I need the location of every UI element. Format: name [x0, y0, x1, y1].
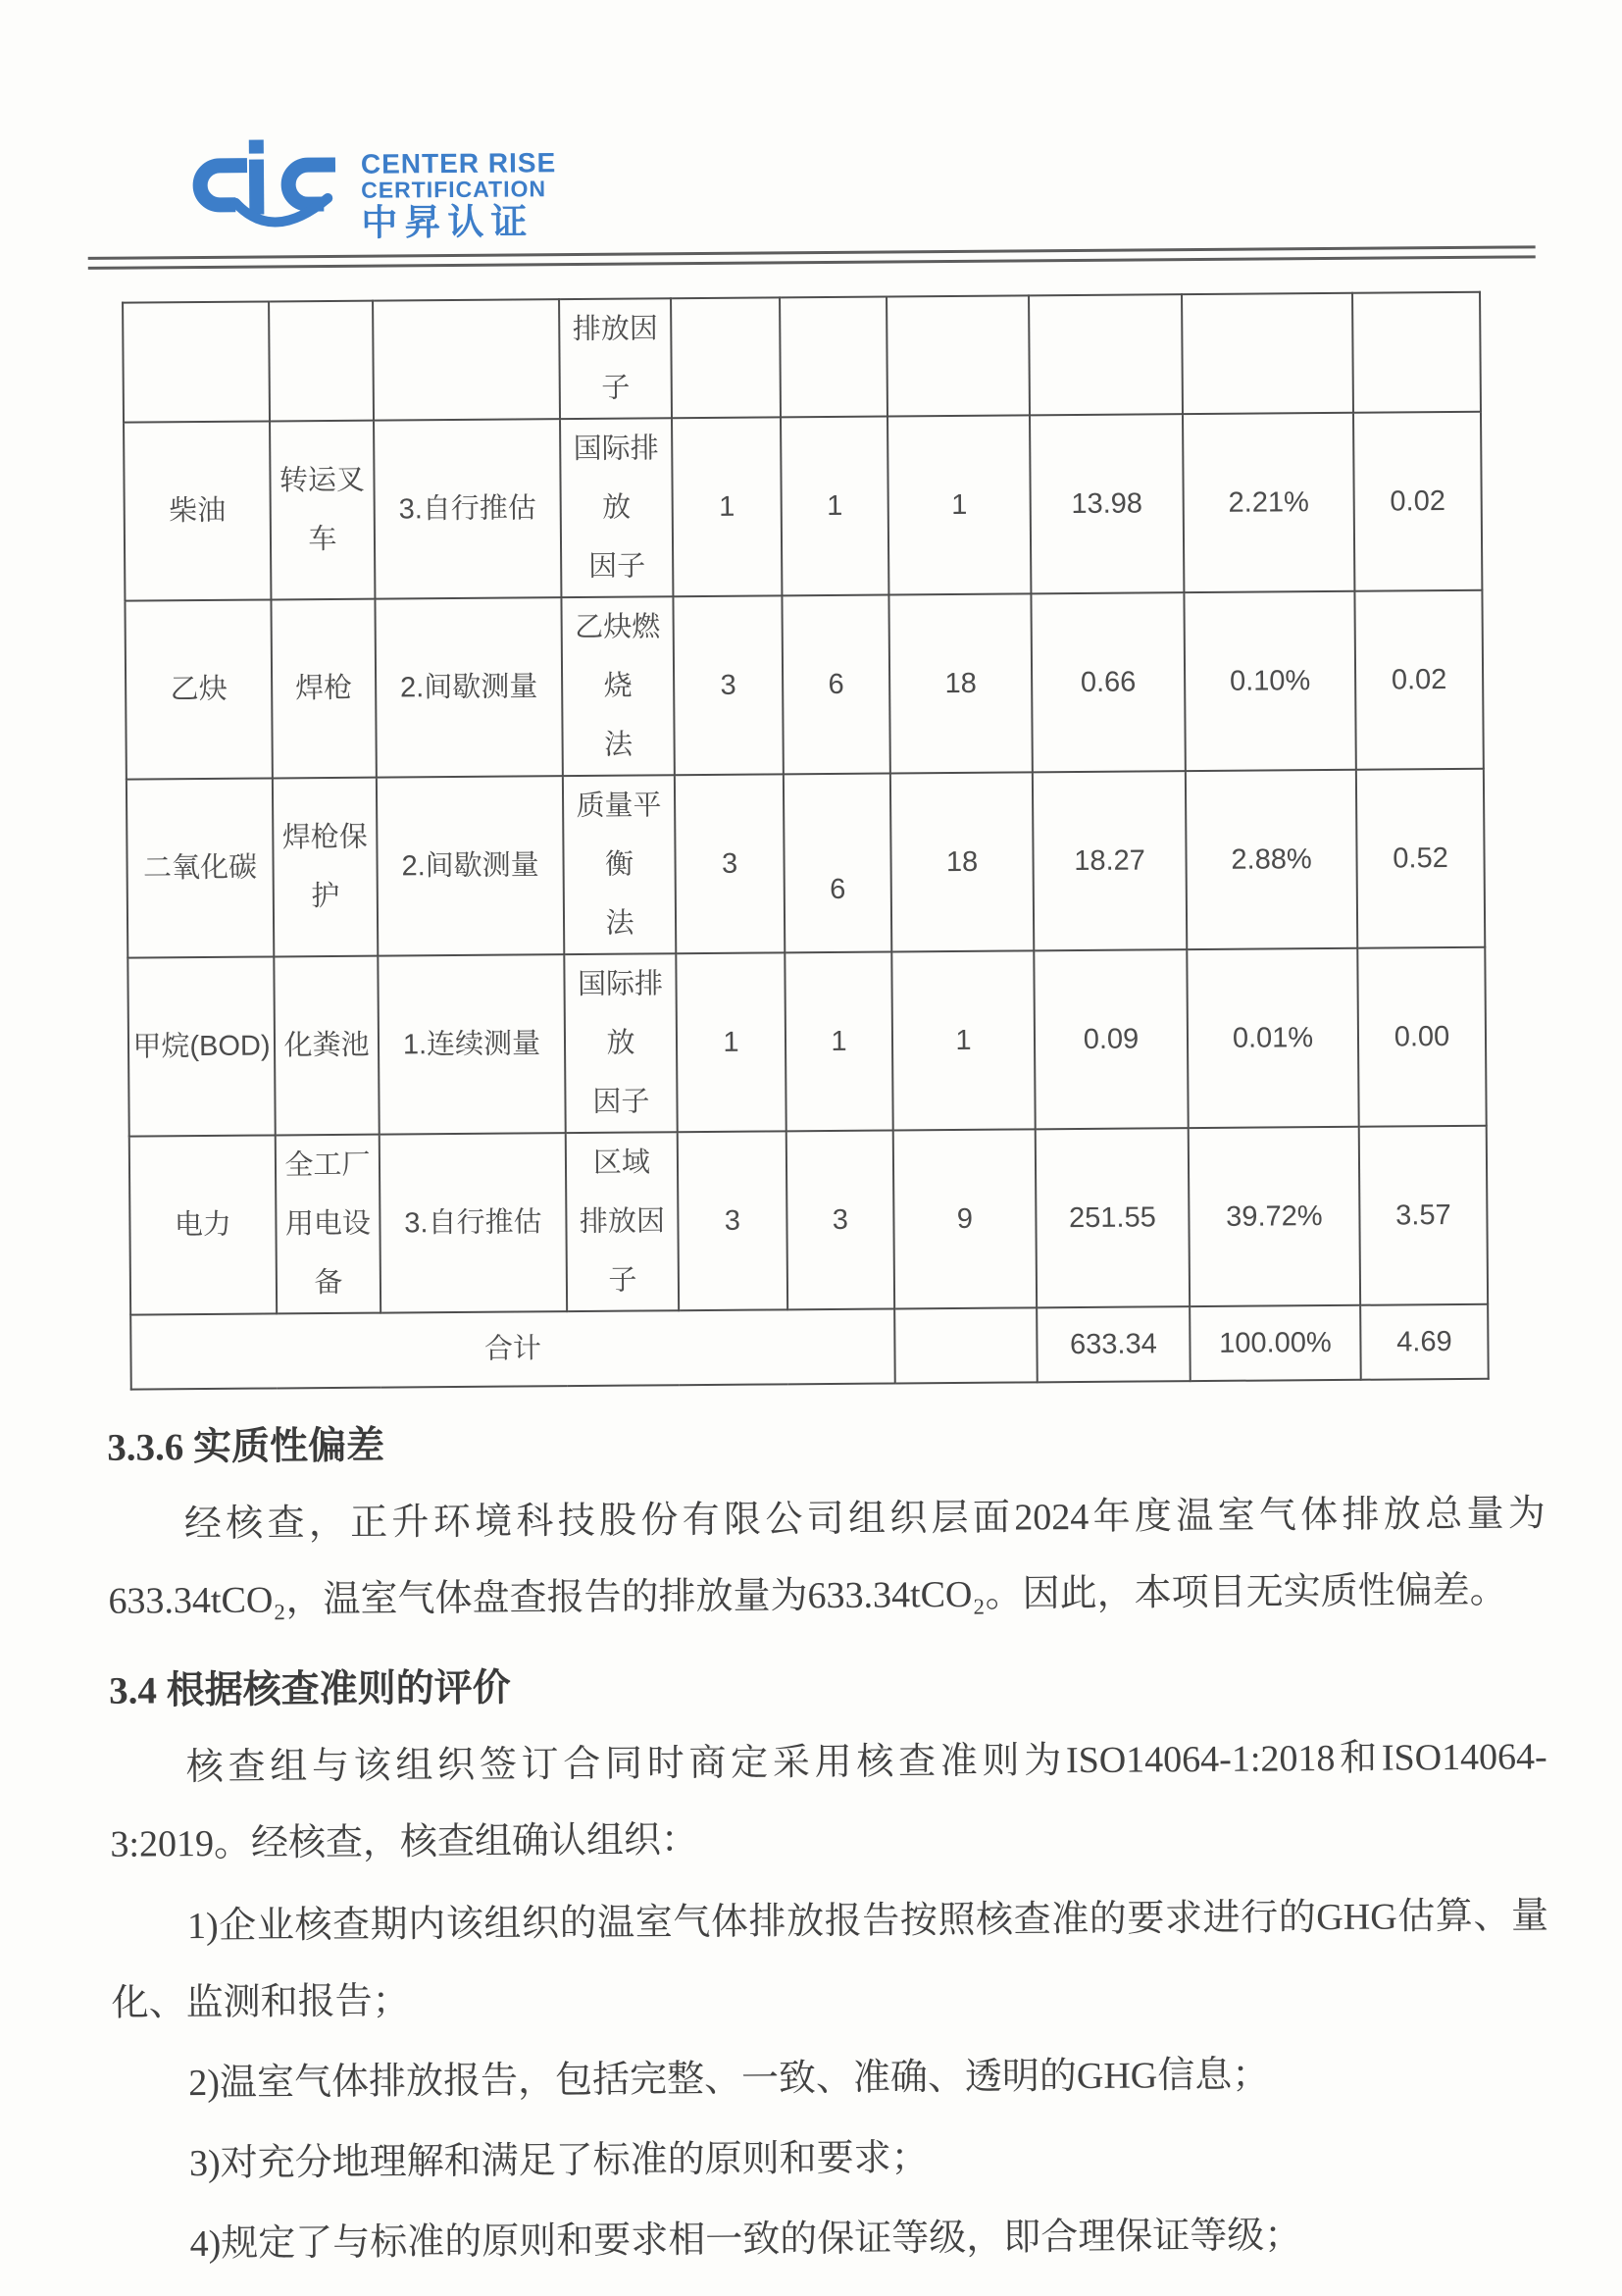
cell-value: 0.00	[1357, 947, 1486, 1127]
section-heading-3-4: 3.4 根据核查准则的评价	[109, 1666, 511, 1712]
finding-item-1: 1)企业核查期内该组织的温室气体排放报告按照核查准的要求进行的GHG估算、量化、监测和报告；	[111, 1895, 1549, 2024]
cell-share: 2.21%	[1183, 413, 1354, 592]
cell-facility: 全工厂 用电设 备	[276, 1135, 380, 1314]
cell-factor: 国际排放 因子	[564, 953, 677, 1133]
cell-source: 二氧化碳	[127, 778, 274, 957]
section-3-3-6-paragraph: 经核查，正升环境科技股份有限公司组织层面2024年度温室气体排放总量为633.34tCO₂，温室气体盘查报告的排放量为633.34tCO₂。因此，本项目无实质性偏差。	[108, 1493, 1546, 1622]
cell-value: 3	[673, 595, 783, 775]
section-heading-3-3-6: 3.3.6 实质性偏差	[107, 1424, 385, 1469]
table-row-total	[130, 1304, 1489, 1390]
cell-facility: 焊枪	[271, 599, 376, 779]
company-logo	[178, 126, 1622, 247]
cell-method: 1.连续测量	[378, 954, 565, 1134]
cell-value: 0.52	[1356, 769, 1485, 948]
cell-factor: 区域 排放因子	[566, 1132, 679, 1311]
cell-share: 39.72%	[1189, 1127, 1360, 1306]
cell-value: 1	[785, 952, 892, 1132]
cell-value: 3	[786, 1131, 894, 1310]
cell-share: 0.01%	[1187, 948, 1358, 1128]
cell-total-emission: 633.34	[1037, 1306, 1191, 1382]
cell	[1352, 292, 1481, 413]
finding-item-4: 4)规定了与标准的原则和要求相一致的保证等级，即合理保证等级；	[189, 2215, 1302, 2266]
finding-item-2: 2)温室气体排放报告，包括完整、一致、准确、透明的GHG信息；	[188, 2054, 1270, 2105]
cell-factor: 质量平衡 法	[563, 775, 676, 954]
cell	[887, 295, 1030, 416]
cell-source: 柴油	[124, 421, 271, 600]
cell-factor: 乙炔燃烧 法	[561, 596, 674, 776]
header-divider-rule	[88, 245, 1536, 270]
cell-emission: 0.66	[1031, 592, 1185, 772]
cell-value: 1	[676, 952, 786, 1132]
cell-value: 6	[782, 595, 889, 775]
cell-source: 电力	[129, 1135, 277, 1314]
cell-value: 1	[672, 417, 782, 596]
cell-value: 18	[890, 772, 1034, 951]
logo-text	[361, 149, 557, 245]
cell	[1029, 294, 1183, 415]
cell-total-share: 100.00%	[1190, 1305, 1361, 1381]
cell	[780, 297, 887, 418]
cell-value: 1	[887, 415, 1031, 594]
table-row-methane	[127, 947, 1486, 1137]
cell-emission: 251.55	[1036, 1128, 1190, 1307]
cell-source: 甲烷(BOD)	[127, 956, 275, 1136]
cell-total-label: 合计	[130, 1308, 895, 1389]
cell-share: 2.88%	[1186, 770, 1357, 949]
table-row-electricity	[129, 1126, 1488, 1315]
cell-factor: 国际排放 因子	[560, 418, 673, 597]
cell-empty	[894, 1307, 1038, 1383]
logo-english-line2: CERTIFICATION	[361, 176, 547, 203]
cell-value	[784, 774, 891, 953]
cell	[123, 301, 270, 422]
table-row-co2	[127, 769, 1485, 958]
table-row-partial-header	[123, 292, 1481, 423]
cell-value: 1	[891, 950, 1035, 1130]
cell-method: 2.间歇测量	[377, 776, 564, 955]
cell-emission: 18.27	[1033, 771, 1187, 950]
cell-value: 3.57	[1359, 1126, 1488, 1305]
cell-facility: 转运叉 车	[270, 421, 375, 600]
logo-chinese-name: 中昇认证	[361, 201, 534, 243]
cell-method: 2.间歇测量	[375, 597, 562, 777]
cell	[1182, 293, 1353, 414]
cell-facility: 焊枪保 护	[273, 778, 378, 957]
cell	[269, 301, 374, 422]
cell-source: 乙炔	[125, 599, 272, 779]
cell-total-value: 4.69	[1360, 1304, 1489, 1380]
cell-facility: 化粪池	[274, 956, 379, 1136]
cell-method: 3.自行推估	[380, 1133, 567, 1312]
cell-value: 3	[675, 774, 785, 953]
section-3-4-paragraph: 核查组与该组织签订合同时商定采用核查准则为ISO14064-1:2018和ISO14064-3:2019。经核查，核查组确认组织：	[110, 1736, 1547, 1865]
cell-value: 1	[781, 417, 888, 596]
table-row-diesel	[124, 412, 1482, 601]
cell-value: 3	[678, 1131, 787, 1310]
cell-value: 18	[888, 593, 1032, 773]
cell-value: 0.02	[1354, 590, 1483, 770]
table-row-acetylene	[125, 590, 1483, 780]
finding-item-3: 3)对充分地理解和满足了标准的原则和要求；	[188, 2137, 929, 2185]
crc-logo-mark	[178, 135, 346, 236]
cell	[373, 299, 560, 420]
cell-value: 0.02	[1353, 412, 1482, 591]
cell-value-offset: 6	[830, 873, 846, 906]
cell-emission-factor-header: 排放因子	[559, 298, 672, 419]
cell-emission: 13.98	[1030, 414, 1184, 593]
cell-share: 0.10%	[1184, 591, 1355, 771]
cell-method: 3.自行推估	[374, 419, 561, 598]
cell-emission: 0.09	[1034, 949, 1188, 1129]
cell-value: 9	[893, 1129, 1037, 1308]
cell	[671, 297, 781, 418]
logo-english-line1: CENTER RISE	[360, 147, 557, 179]
emissions-table	[122, 291, 1490, 1391]
document-body	[107, 1399, 1551, 2282]
